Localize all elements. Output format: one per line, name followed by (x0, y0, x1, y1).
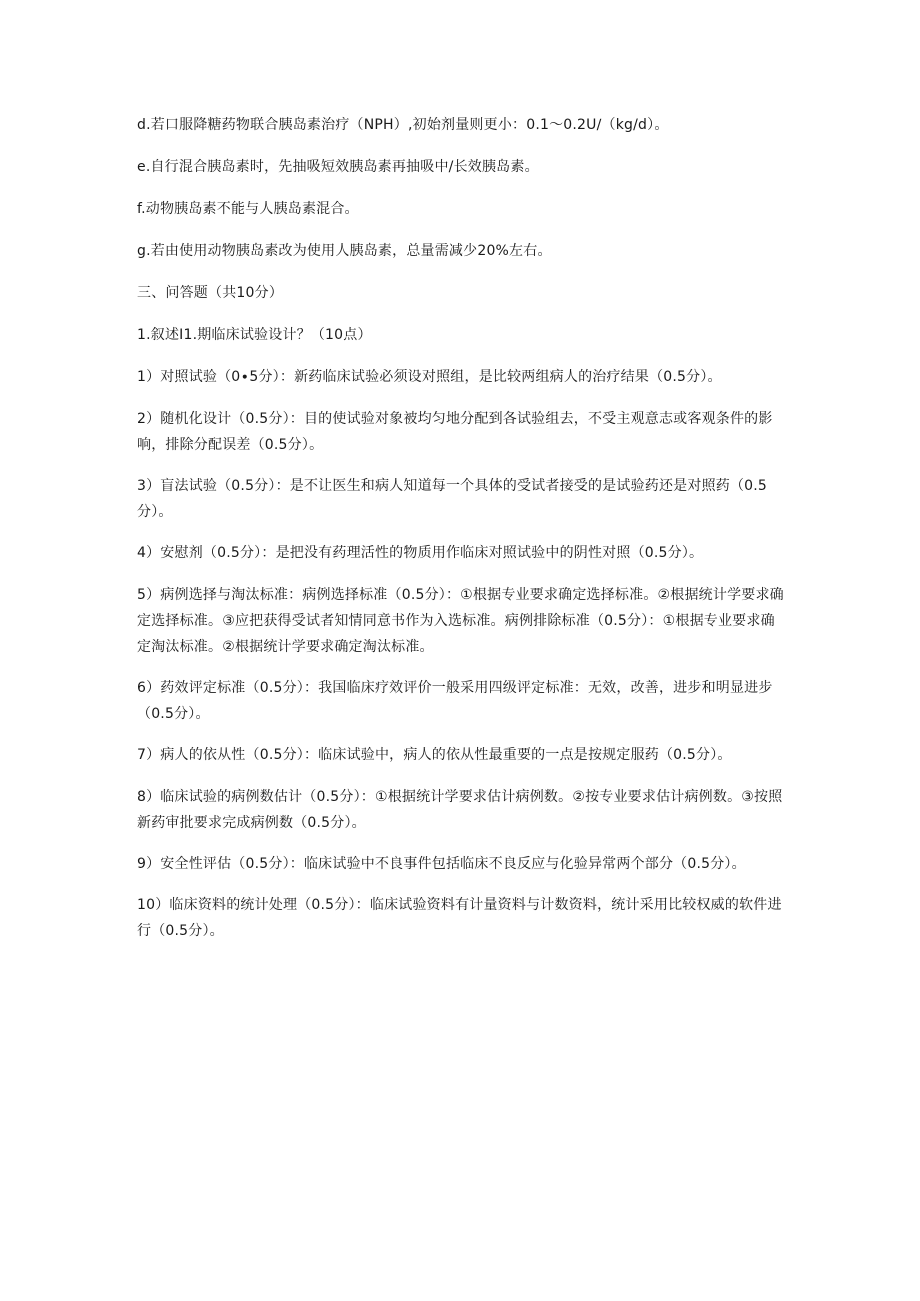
list-item-d: d.若口服降糖药物联合胰岛素治疗（NPH）,初始剂量则更小：0.1～0.2U∕（kg/d）。 (137, 117, 669, 133)
answer-item-8: 8）临床试验的病例数估计（0.5分）：①根据统计学要求估计病例数。②按专业要求估计病例数。③按照新药审批要求完成病例数（0.5分）。 (137, 789, 783, 831)
answer-item-2: 2）随机化设计（0.5分）：目的使试验对象被均匀地分配到各试验组去，不受主观意志或客观条件的影响，排除分配误差（0.5分）。 (137, 411, 773, 453)
answer-item-6: 6）药效评定标准（0.5分）：我国临床疗效评价一般采用四级评定标准：无效，改善，进步和明显进步（0.5分）。 (137, 680, 773, 722)
question-title: 1.叙述I1.期临床试验设计？（10点） (137, 327, 372, 343)
list-item-e: e.自行混合胰岛素时，先抽吸短效胰岛素再抽吸中/长效胰岛素。 (137, 159, 539, 175)
answer-item-7: 7）病人的依从性（0.5分）：临床试验中，病人的依从性最重要的一点是按规定服药（0.5分）。 (137, 747, 732, 763)
answer-item-10: 10）临床资料的统计处理（0.5分）：临床试验资料有计量资料与计数资料，统计采用比较权威的软件进行（0.5分）。 (137, 897, 782, 939)
section-heading: 三、问答题（共10分） (137, 285, 284, 301)
answer-item-1: 1）对照试验（0∙5分）：新药临床试验必须设对照组，是比较两组病人的治疗结果（0.5分）。 (137, 369, 722, 385)
list-item-f: f.动物胰岛素不能与人胰岛素混合。 (137, 201, 359, 217)
answer-item-4: 4）安慰剂（0.5分）：是把没有药理活性的物质用作临床对照试验中的阴性对照（0.5分）。 (137, 545, 704, 561)
answer-item-3: 3）盲法试验（0.5分）：是不让医生和病人知道每一个具体的受试者接受的是试验药还是对照药（0.5分）。 (137, 478, 768, 520)
answer-item-9: 9）安全性评估（0.5分）：临床试验中不良事件包括临床不良反应与化验异常两个部分（0.5分）。 (137, 856, 746, 872)
answer-item-5: 5）病例选择与淘汰标准：病例选择标准（0.5分）：①根据专业要求确定选择标准。②根据统计学要求确定选择标准。③应把获得受试者知情同意书作为入选标准。病例排除标准（0.5分）：①根据专业要求确定淘汰标准。②根据统计学要求确定淘汰标准。 (137, 587, 784, 655)
document-body (137, 112, 787, 959)
list-item-g: g.若由使用动物胰岛素改为使用人胰岛素，总量需减少20%左右。 (137, 243, 552, 259)
